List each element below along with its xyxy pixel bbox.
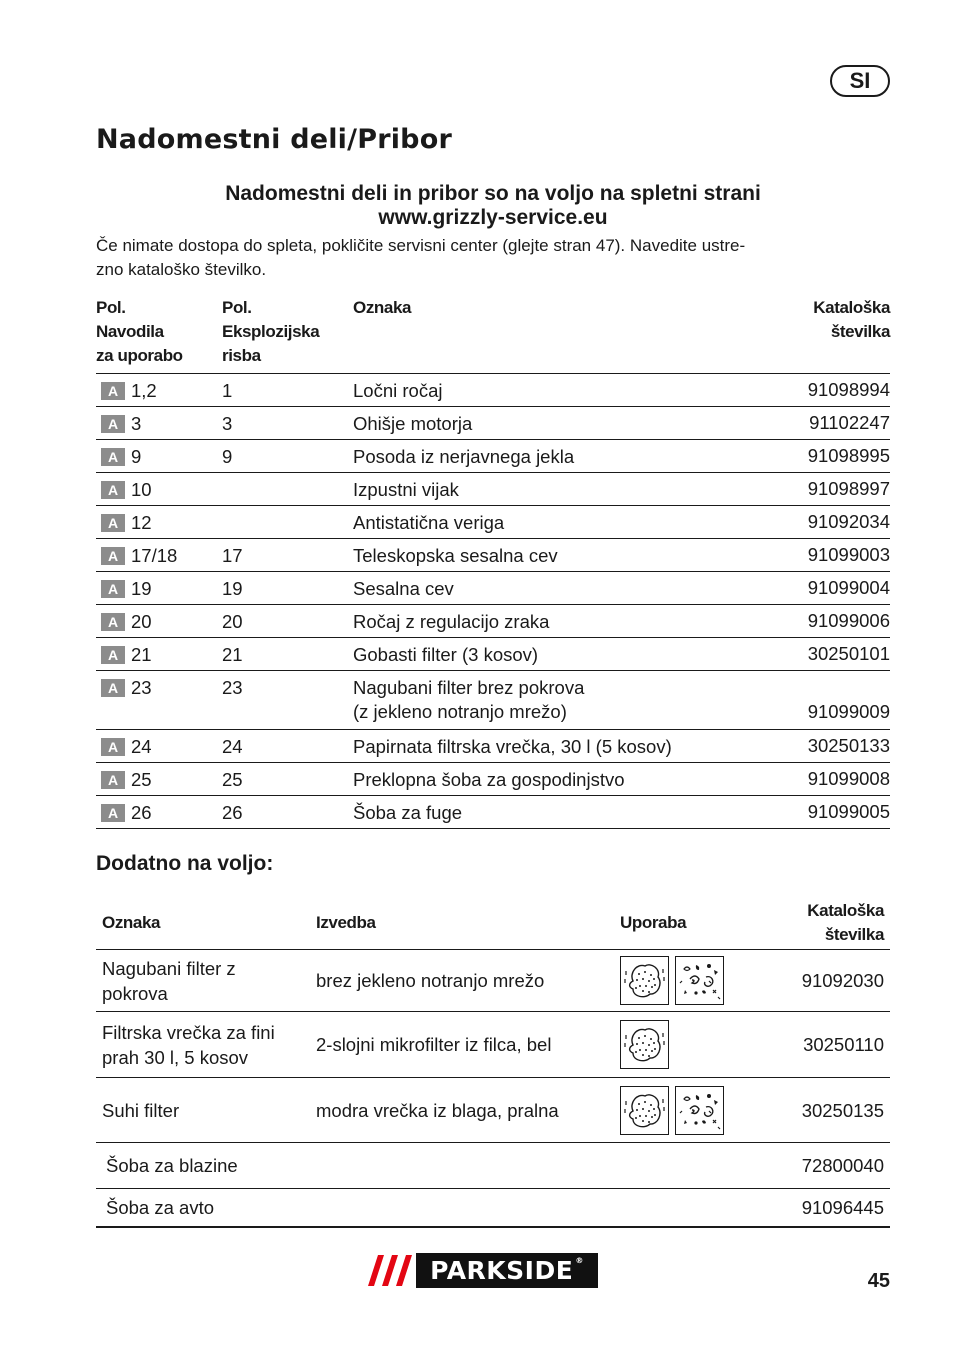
accessory-label: prah 30 l, 5 kosov (102, 1046, 249, 1068)
pol-drawing-cell: 1 (222, 380, 233, 401)
figure-a-badge: A (101, 481, 125, 499)
figure-a-badge: A (101, 580, 125, 598)
part-label-line2: (z jekleno notranjo mrežo) (353, 701, 567, 722)
accessory-version: 2-slojni mikrofilter iz filca, bel (316, 1034, 552, 1055)
part-label-cell (353, 676, 690, 724)
table-row (96, 730, 890, 763)
part-label-cell (353, 544, 690, 568)
part-label: Ročaj z regulacijo zraka (353, 611, 550, 632)
service-url[interactable]: www.grizzly-service.eu (378, 206, 608, 229)
header-text: številka (824, 924, 884, 944)
part-label-cell (353, 511, 690, 535)
pol-drawing-cell: 26 (222, 802, 243, 823)
pol-manual-value: 23 (131, 677, 152, 698)
accessories-table (96, 896, 890, 1228)
pol-manual-cell (96, 412, 222, 436)
table-row (96, 539, 890, 572)
pol-manual-cell (96, 577, 222, 601)
parkside-logo (358, 1253, 598, 1288)
accessory-label-cell (96, 956, 316, 1006)
page-title: Nadomestni deli/Pribor (96, 124, 452, 155)
part-label: Izpustni vijak (353, 479, 459, 500)
catalog-number: 91096445 (801, 1197, 884, 1218)
part-label-cell (353, 801, 690, 825)
header-catalog (750, 899, 890, 947)
catalog-number: 30250133 (807, 735, 890, 756)
header-pol-drawing (222, 296, 353, 373)
accessory-label: Šoba za blazine (106, 1155, 238, 1176)
logo-registered-mark: ® (575, 1256, 584, 1265)
pol-manual-cell (96, 676, 222, 700)
table-row (96, 671, 890, 730)
header-text: Navodila (96, 322, 164, 341)
pol-manual-cell (96, 379, 222, 403)
catalog-number: 91099003 (807, 544, 890, 565)
catalog-number: 91092030 (801, 970, 884, 991)
pol-drawing-cell: 9 (222, 446, 233, 467)
accessory-version: modra vrečka iz blaga, pralna (316, 1099, 559, 1121)
accessory-label: Filtrska vrečka za fini (102, 1021, 275, 1043)
part-label: Ohišje motorja (353, 413, 473, 434)
parts-table-header (96, 296, 890, 374)
catalog-number: 72800040 (801, 1155, 884, 1176)
pol-drawing-cell: 19 (222, 578, 243, 599)
catalog-number: 30250135 (801, 1099, 884, 1121)
pol-manual-value: 10 (131, 479, 152, 500)
pol-manual-cell (96, 801, 222, 825)
part-label-cell (353, 768, 690, 792)
figure-a-badge: A (101, 448, 125, 466)
accessory-label: pokrova (102, 982, 168, 1004)
catalog-number: 91098994 (807, 379, 890, 400)
pol-manual-cell (96, 511, 222, 535)
table-row (96, 473, 890, 506)
pol-drawing-cell: 21 (222, 644, 243, 665)
figure-a-badge: A (101, 547, 125, 565)
table-row (96, 506, 890, 539)
pol-drawing-cell: 17 (222, 545, 243, 566)
usage-icons-cell (620, 1020, 750, 1069)
table-row (96, 440, 890, 473)
coarse-dirt-icon (675, 1086, 724, 1135)
table-row (96, 638, 890, 671)
catalog-number: 91102247 (809, 412, 890, 433)
pol-manual-cell (96, 768, 222, 792)
part-label: Preklopna šoba za gospodinjstvo (353, 769, 625, 790)
header-text: Kataloška (807, 900, 884, 920)
table-row (96, 1012, 890, 1078)
table-row (96, 1143, 890, 1189)
fine-dust-icon (620, 1020, 669, 1069)
pol-manual-value: 20 (131, 611, 152, 632)
pol-manual-value: 17/18 (131, 545, 178, 566)
intro-text-line1: Če nimate dostopa do spleta, pokličite servisni center (glejte stran 47). Navedite ustre- (96, 236, 746, 255)
part-label: Ločni ročaj (353, 380, 443, 401)
part-label-cell (353, 379, 690, 403)
pol-manual-value: 9 (131, 446, 142, 467)
table-row (96, 763, 890, 796)
table-row (96, 1078, 890, 1143)
pol-drawing-cell: 25 (222, 769, 243, 790)
catalog-number: 91099008 (807, 768, 890, 789)
part-label: Šoba za fuge (353, 802, 463, 823)
logo-text: PARKSIDE (430, 1256, 574, 1285)
catalog-number: 30250101 (807, 643, 890, 664)
fine-dust-icon (620, 1086, 669, 1135)
header-text: številka (830, 322, 890, 341)
pol-manual-value: 1,2 (131, 380, 157, 401)
catalog-number: 91098997 (807, 478, 890, 499)
accessory-label-cell (96, 1020, 316, 1070)
part-label-cell (353, 577, 690, 601)
coarse-dirt-icon (675, 956, 724, 1005)
pol-drawing-cell: 24 (222, 736, 243, 757)
pol-manual-cell (96, 478, 222, 502)
pol-manual-value: 21 (131, 644, 152, 665)
parts-table-body (96, 374, 890, 829)
fine-dust-icon (620, 956, 669, 1005)
part-label: Nagubani filter brez pokrova (353, 677, 585, 698)
header-pol-manual (96, 296, 222, 373)
accessories-table-header (96, 896, 890, 950)
table-row (96, 1189, 890, 1228)
intro-heading-line1: Nadomestni deli in pribor so na voljo na spletni strani (225, 182, 761, 205)
accessory-label-cell (96, 1195, 690, 1220)
pol-manual-value: 19 (131, 578, 152, 599)
pol-drawing-cell: 20 (222, 611, 243, 632)
page-number: 45 (867, 1270, 890, 1292)
catalog-number: 91099004 (807, 577, 890, 598)
header-text: Pol. (96, 298, 126, 317)
table-row (96, 407, 890, 440)
part-label: Posoda iz nerjavnega jekla (353, 446, 575, 467)
catalog-number: 91099006 (807, 610, 890, 631)
accessory-label-cell (96, 1153, 690, 1178)
accessory-label: Šoba za avto (106, 1197, 214, 1218)
language-badge: SI (830, 65, 890, 97)
figure-a-badge: A (101, 738, 125, 756)
pol-manual-cell (96, 445, 222, 469)
logo-stripes-icon (358, 1253, 416, 1288)
figure-a-badge: A (101, 771, 125, 789)
pol-manual-value: 24 (131, 736, 152, 757)
accessory-label-cell (96, 1098, 316, 1123)
header-text: risba (222, 346, 261, 365)
logo-wordmark (416, 1253, 598, 1288)
part-label: Sesalna cev (353, 578, 454, 599)
table-row (96, 605, 890, 638)
pol-manual-cell (96, 544, 222, 568)
catalog-number: 91092034 (807, 511, 890, 532)
header-usage: Uporaba (620, 912, 687, 932)
part-label-cell (353, 478, 690, 502)
intro-text (96, 234, 890, 282)
part-label: Gobasti filter (3 kosov) (353, 644, 539, 665)
header-text: Eksplozijska (222, 322, 320, 341)
intro-text-line2: zno kataloško številko. (96, 260, 267, 279)
parts-table (96, 296, 890, 829)
header-catalog (690, 296, 890, 373)
catalog-number: 91099009 (807, 701, 890, 722)
part-label: Antistatična veriga (353, 512, 505, 533)
figure-a-badge: A (101, 679, 125, 697)
pol-manual-value: 3 (131, 413, 142, 434)
pol-drawing-cell: 23 (222, 677, 243, 698)
usage-icons-cell (620, 956, 750, 1005)
pol-manual-cell (96, 735, 222, 759)
catalog-number: 30250110 (803, 1034, 884, 1055)
accessory-version: brez jekleno notranjo mrežo (316, 970, 545, 991)
table-row (96, 796, 890, 829)
part-label: Papirnata filtrska vrečka, 30 l (5 kosov) (353, 736, 672, 757)
figure-a-badge: A (101, 646, 125, 664)
additional-section-title: Dodatno na voljo: (96, 852, 274, 875)
part-label-cell (353, 610, 690, 634)
catalog-number: 91098995 (807, 445, 890, 466)
table-row (96, 374, 890, 407)
table-row (96, 572, 890, 605)
figure-a-badge: A (101, 382, 125, 400)
part-label-cell (353, 643, 690, 667)
accessories-table-body (96, 950, 890, 1228)
part-label-cell (353, 445, 690, 469)
pol-manual-cell (96, 643, 222, 667)
header-text: Kataloška (813, 298, 890, 317)
figure-a-badge: A (101, 415, 125, 433)
pol-manual-cell (96, 610, 222, 634)
accessory-label: Nagubani filter z (102, 957, 236, 979)
part-label-cell (353, 735, 690, 759)
accessory-label: Suhi filter (102, 1099, 180, 1121)
figure-a-badge: A (101, 514, 125, 532)
intro-heading (96, 182, 890, 230)
header-label: Oznaka (102, 912, 161, 932)
figure-a-badge: A (101, 613, 125, 631)
pol-manual-value: 25 (131, 769, 152, 790)
table-row (96, 950, 890, 1012)
pol-manual-value: 12 (131, 512, 152, 533)
header-label: Oznaka (353, 298, 412, 317)
catalog-number: 91099005 (807, 801, 890, 822)
figure-a-badge: A (101, 804, 125, 822)
pol-manual-value: 26 (131, 802, 152, 823)
header-text: za uporabo (96, 346, 183, 365)
pol-drawing-cell: 3 (222, 413, 233, 434)
part-label-cell (353, 412, 690, 436)
part-label: Teleskopska sesalna cev (353, 545, 558, 566)
usage-icons-cell (620, 1086, 750, 1135)
header-text: Pol. (222, 298, 252, 317)
header-version: Izvedba (316, 912, 376, 932)
